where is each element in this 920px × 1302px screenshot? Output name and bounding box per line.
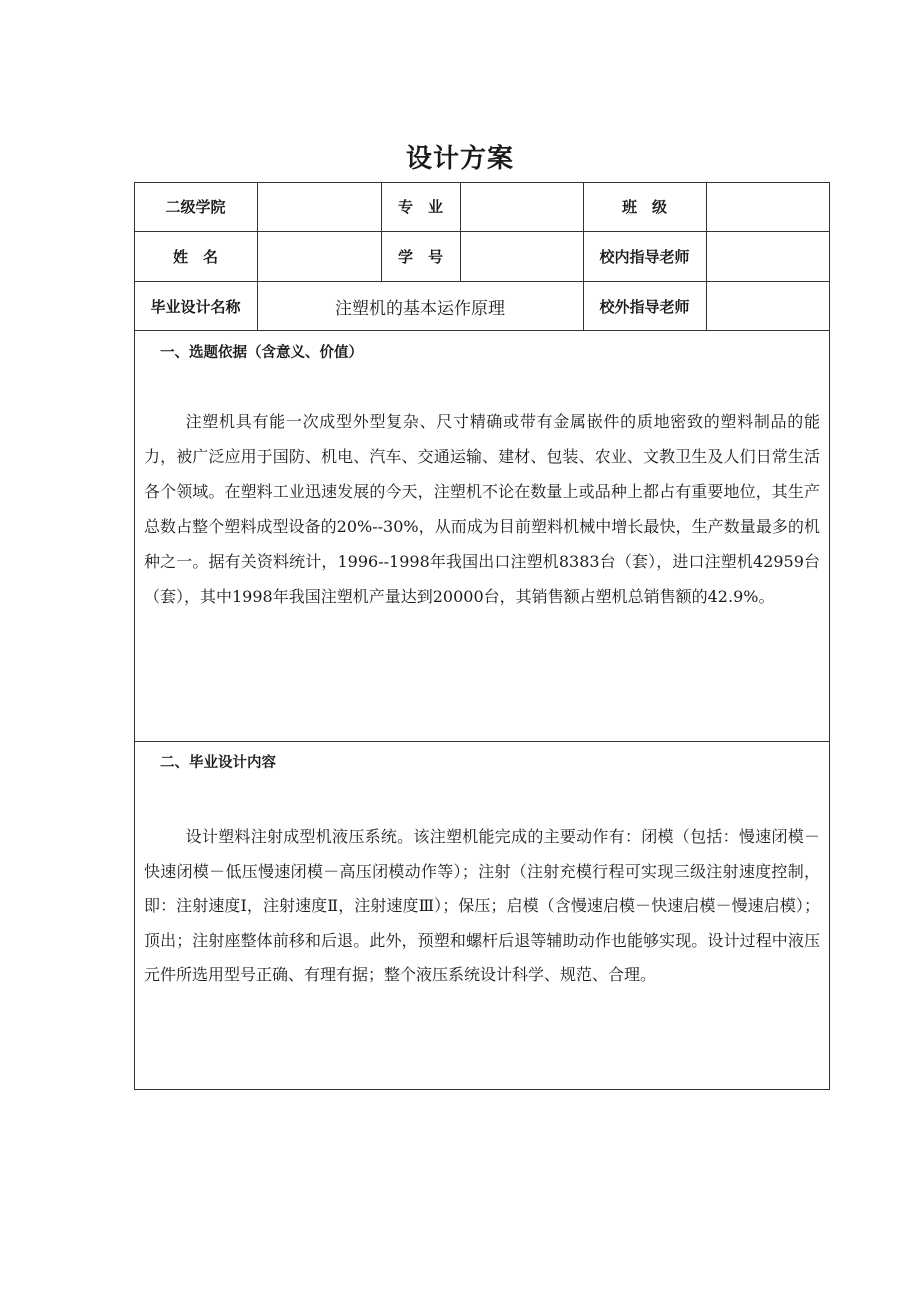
section-heading: 二、毕业设计内容 [160,755,276,771]
table-col-divider [381,182,382,281]
college-value[interactable] [257,182,381,231]
internal-advisor-value[interactable] [706,232,829,281]
table-border-top [134,182,830,183]
section-heading: 一、选题依据（含意义、价值） [160,345,363,361]
major-label: 专 业 [397,198,443,216]
page-title: 设计方案 [405,144,514,174]
major-value[interactable] [460,182,583,231]
external-advisor-value[interactable] [706,282,829,331]
student-id-value[interactable] [460,232,583,281]
table-col-divider [706,182,707,331]
name-label: 姓 名 [172,248,218,266]
table-row-divider [134,231,830,232]
section-topic-basis [134,331,829,741]
project-name-label: 毕业设计名称 [150,298,241,316]
table-col-divider [583,182,584,331]
section-paragraph: 设计塑料注射成型机液压系统。该注塑机能完成的主要动作有：闭模（包括：慢速闭模－快速闭模－低压慢速闭模－高压闭模动作等）；注射（注射充模行程可实现三级注射速度控制，即：注射速度Ⅰ，注射速度Ⅱ，注射速度Ⅲ）；保压；启模（含慢速启模－快速启模－慢速启模）；顶出；注射座整体前移和后退。此外，预塑和螺杆后退等辅助动作也能够实现。设计过程中液压元件所选用型号正确、有理有据；整个液压系统设计科学、规范、合理。 [144,827,820,984]
project-name-value[interactable]: 注塑机的基本运作原理 [335,299,505,319]
external-advisor-label: 校外指导老师 [599,298,690,316]
table-border-right [829,182,830,1090]
name-value[interactable] [257,232,381,281]
table-row-divider [134,281,830,282]
class-value[interactable] [706,182,829,231]
section-paragraph: 注塑机具有能一次成型外型复杂、尺寸精确或带有金属嵌件的质地密致的塑料制品的能力，被广泛应用于国防、机电、汽车、交通运输、建材、包装、农业、文教卫生及人们日常生活各个领域。在塑料工业迅速发展的今天，注塑机不论在数量上或品种上都占有重要地位，其生产总数占整个塑料成型设备的20%--30%，从而成为目前塑料机械中增长最快，生产数量最多的机种之一。据有关资料统计，1996--1998年我国出口注塑机8383台（套），进口注塑机42959台（套），其中1998年我国注塑机产量达到20000台，其销售额占塑机总销售额的42.9%。 [144,412,820,606]
college-label: 二级学院 [165,198,226,216]
table-border-bottom [134,1089,830,1090]
table-col-divider [460,182,461,281]
student-id-label: 学 号 [397,248,443,266]
internal-advisor-label: 校内指导老师 [599,248,690,266]
class-label: 班 级 [621,198,667,216]
info-table [134,182,829,331]
table-col-divider [257,182,258,331]
section-design-content [134,742,829,1089]
